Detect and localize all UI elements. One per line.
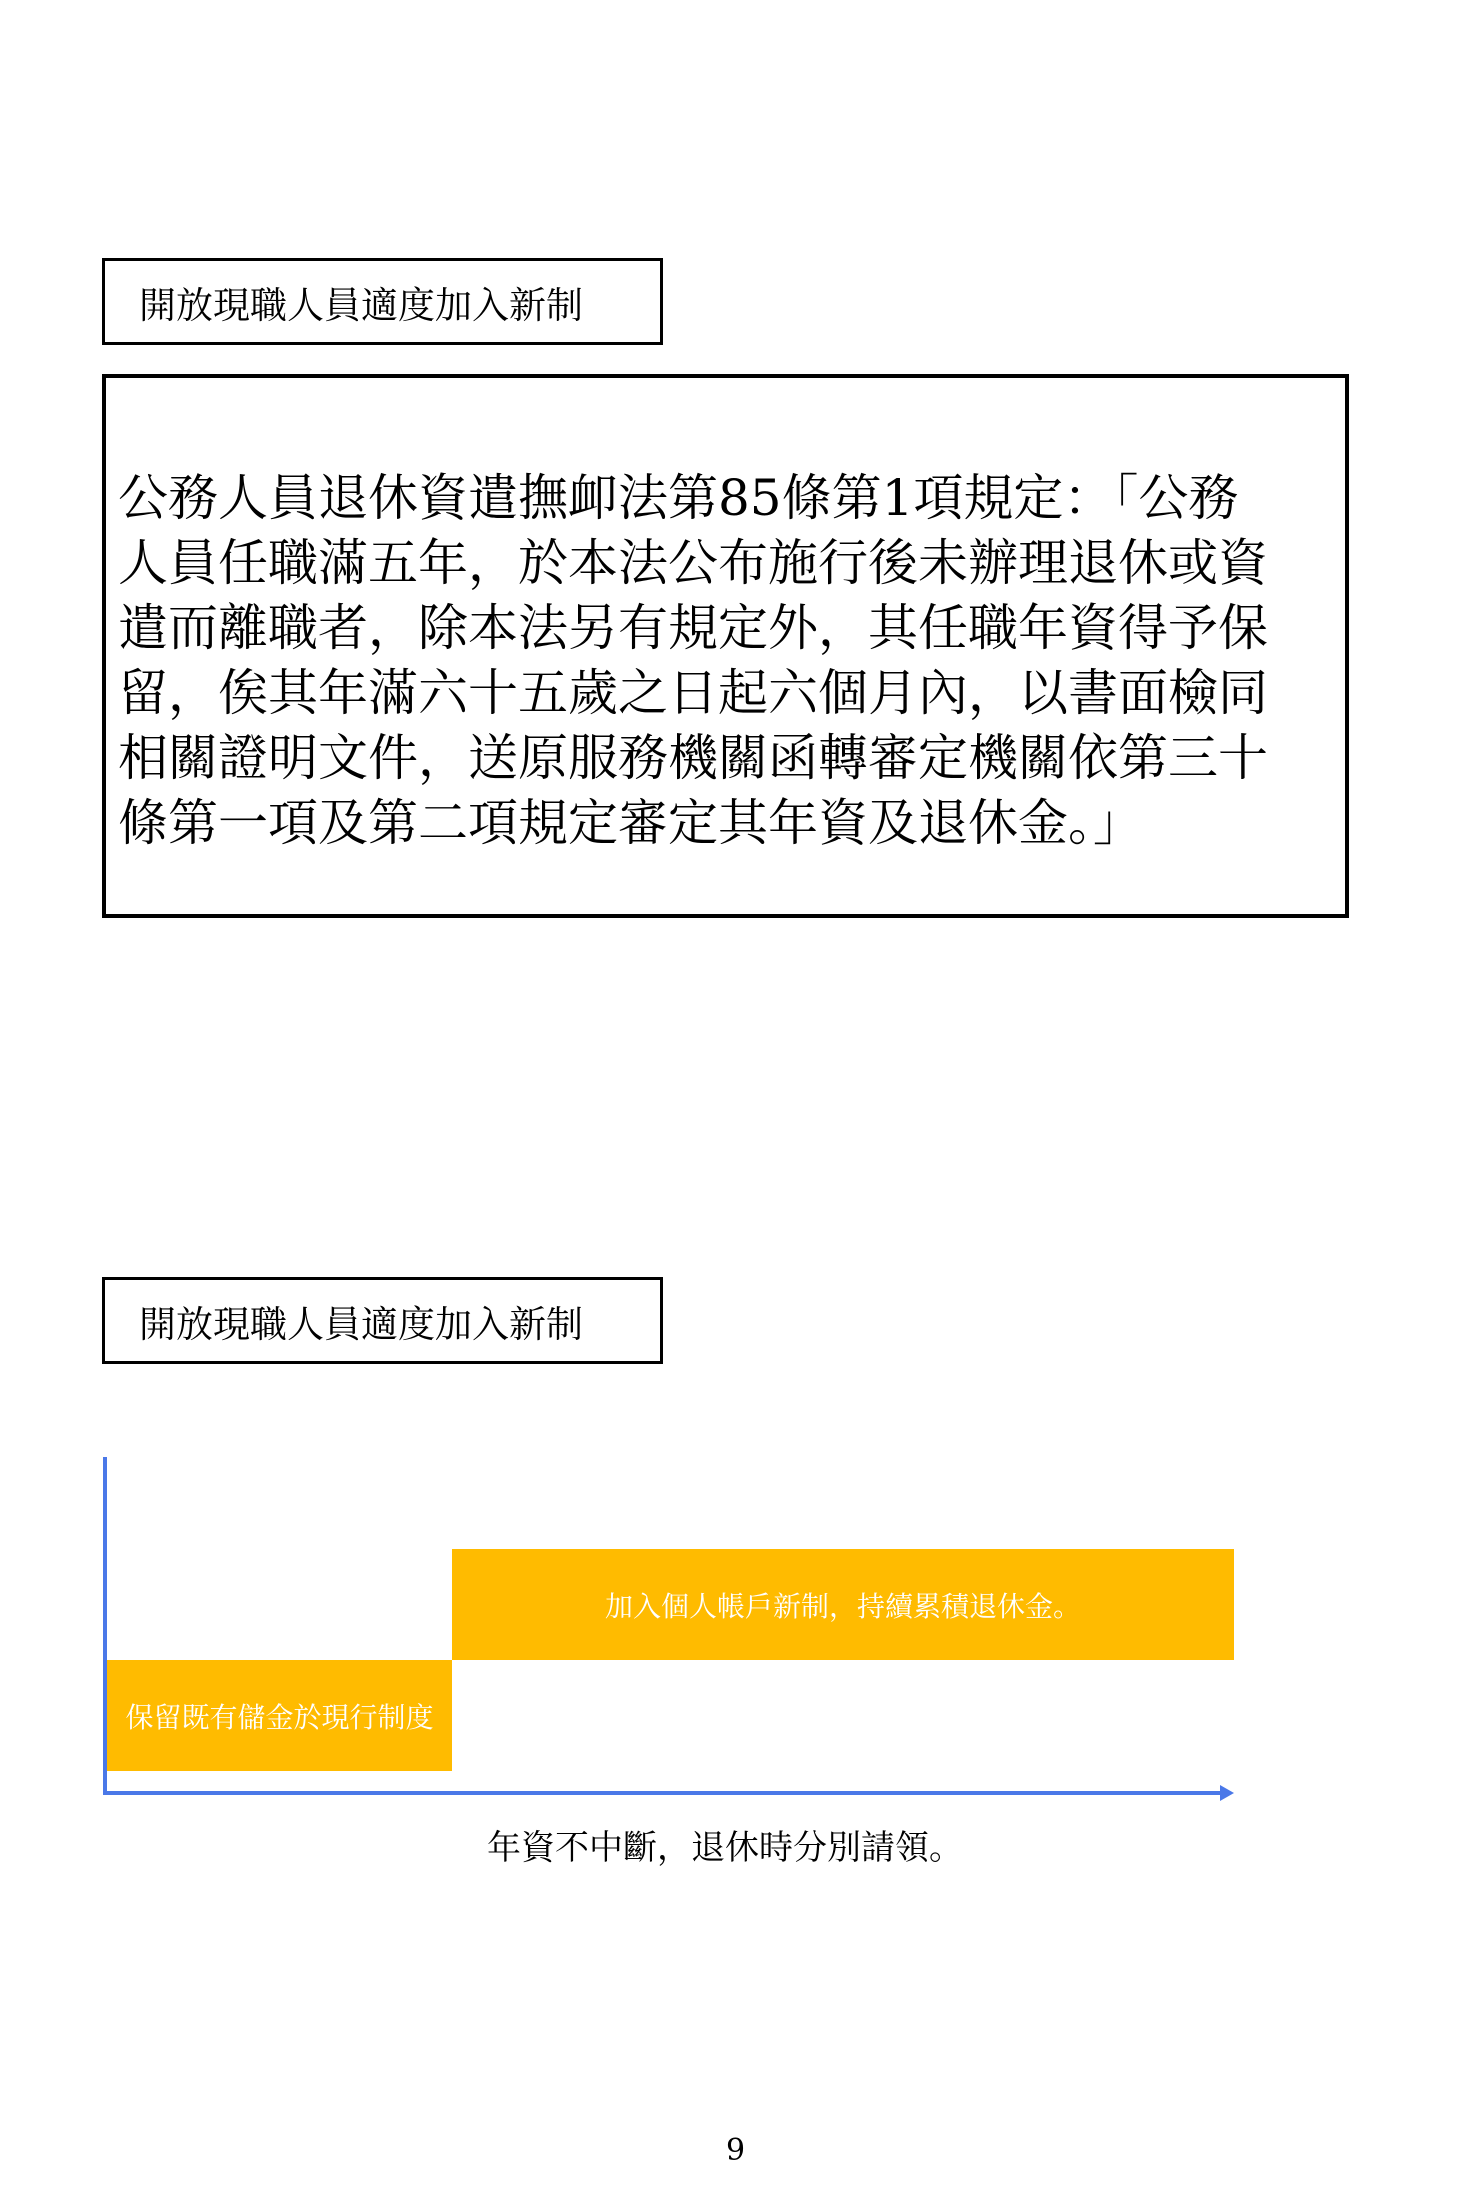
- current-system-bar: [107, 1660, 452, 1771]
- current-system-bar-label: 保留既有儲金於現行制度: [125, 1700, 434, 1734]
- quote-line: 相關證明文件，送原服務機關函轉審定機關依第三十: [118, 729, 1268, 787]
- quote-line: 公務人員退休資遣撫卹法第85條第1項規定：「公務: [118, 469, 1239, 527]
- section-title-1: 開放現職人員適度加入新制: [102, 258, 663, 345]
- x-axis-arrow-icon: [1220, 1785, 1234, 1801]
- section-title-2: 開放現職人員適度加入新制: [102, 1277, 663, 1364]
- quote-line: 人員任職滿五年，於本法公布施行後未辦理退休或資: [118, 534, 1268, 592]
- quote-line: 留，俟其年滿六十五歲之日起六個月內，以書面檢同: [118, 664, 1268, 722]
- quote-line: 條第一項及第二項規定審定其年資及退休金。」: [118, 794, 1143, 852]
- diagram-x-axis: [103, 1791, 1223, 1795]
- page-number: 9: [725, 2133, 746, 2168]
- new-system-bar-label: 加入個人帳戶新制，持續累積退休金。: [604, 1589, 1081, 1623]
- regulation-quote-box: [102, 374, 1349, 918]
- quote-line: 遣而離職者，除本法另有規定外，其任職年資得予保: [118, 599, 1268, 657]
- new-system-bar: [452, 1549, 1234, 1660]
- axis-caption: 年資不中斷，退休時分別請領。: [487, 1828, 963, 1868]
